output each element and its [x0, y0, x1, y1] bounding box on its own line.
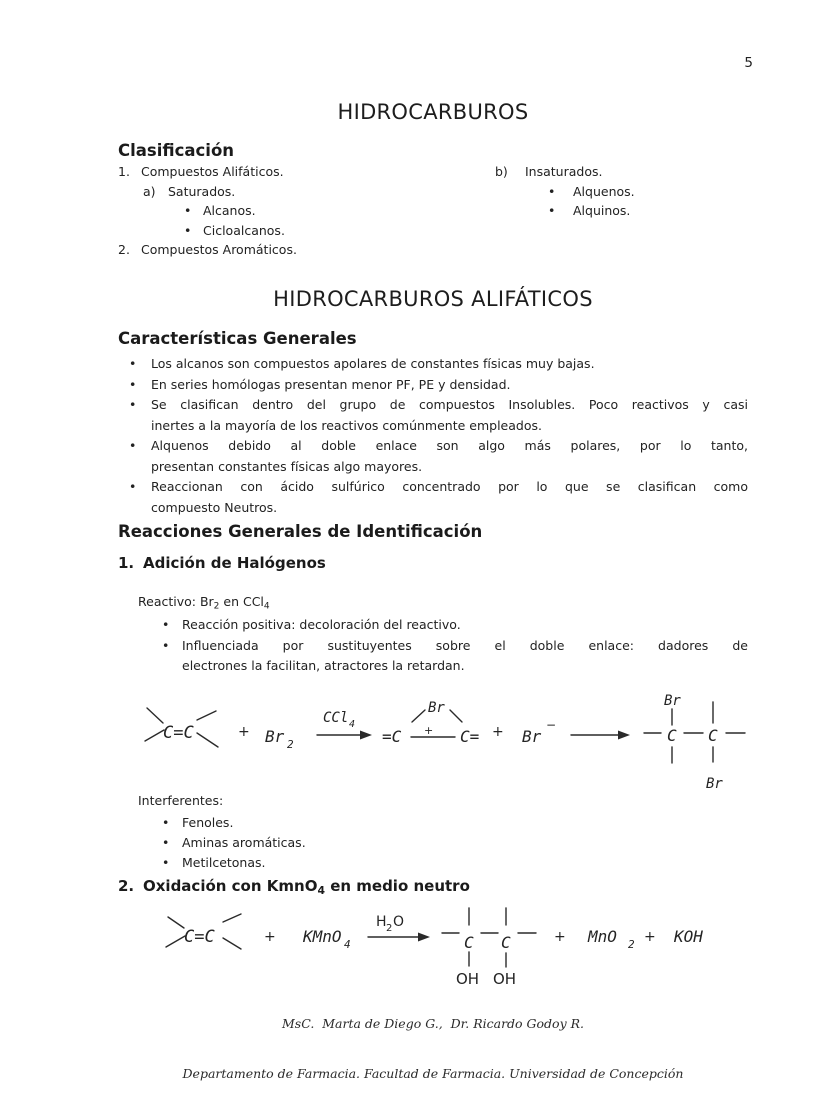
plus-sign: +	[264, 929, 276, 945]
plus-sign: +	[238, 724, 250, 740]
heading-text: Oxidación con KmnO	[143, 877, 318, 895]
list-item	[129, 436, 748, 477]
subscript: 2	[213, 601, 220, 612]
intermediate-right-label: C=	[460, 727, 480, 746]
page-number: 5	[744, 55, 753, 71]
heading-label: Adición de Halógenos	[143, 554, 326, 572]
item-marker: 2.	[118, 242, 130, 257]
svg-text:Br: Br	[265, 727, 285, 746]
br-bottom-label: Br	[706, 776, 723, 792]
item-text: Insaturados.	[525, 164, 603, 179]
bullet-text: Reaccionan con ácido sulfúrico concentrado por lo que se clasifican como compuesto Neutros.	[151, 479, 748, 515]
bullet-icon: •	[162, 617, 170, 632]
aliphatic-title: HIDROCARBUROS ALIFÁTICOS	[273, 287, 593, 311]
list-item	[129, 375, 748, 396]
adicion-bullet-list	[162, 615, 748, 677]
carbon-label: C	[667, 726, 677, 745]
interferentes-list	[162, 813, 562, 873]
list-item	[118, 182, 297, 202]
item-text: Compuestos Alifáticos.	[141, 164, 284, 179]
reaction1-diagram	[0, 685, 828, 797]
list-item	[495, 182, 635, 202]
br-top-label: Br	[664, 693, 681, 709]
list-item	[495, 201, 635, 221]
bullet-text: Alquenos debido al doble enlace son algo más polares, por lo tanto, presentan constantes físicas algo mayores.	[151, 438, 748, 474]
svg-text:KMnO: KMnO	[303, 927, 342, 946]
kmno4-label	[302, 927, 351, 951]
mno2-label	[587, 927, 635, 951]
list-item	[129, 354, 748, 375]
bullet-icon: •	[184, 203, 192, 218]
list-item	[162, 636, 748, 677]
superscript-minus: −	[546, 718, 557, 732]
dibromide-product	[644, 693, 745, 792]
plus-sign: +	[554, 929, 566, 945]
heading-text: en medio neutro	[324, 877, 470, 895]
list-item	[162, 813, 562, 833]
bullet-icon: •	[548, 183, 556, 199]
h2o-label: H	[376, 914, 387, 930]
footer-authors: MsC. Marta de Diego G., Dr. Ricardo Godoy R.	[281, 1016, 585, 1031]
svg-text:MnO: MnO	[588, 927, 617, 946]
bullet-icon: •	[162, 637, 170, 653]
alkene-label: C=C	[184, 927, 215, 947]
alkene-label: C=C	[163, 723, 194, 743]
bullet-icon: •	[162, 835, 170, 850]
interferentes-label: Interferentes:	[138, 793, 224, 808]
reaction2-diagram	[0, 900, 828, 992]
bullet-icon: •	[548, 203, 556, 218]
caracteristicas-heading: Características Generales	[118, 329, 357, 348]
reactivo-text: en CCl	[219, 594, 264, 609]
carbon-label: C	[501, 933, 511, 952]
item-text: Saturados.	[168, 183, 236, 199]
heading-label	[143, 877, 470, 897]
item-marker: a)	[143, 183, 156, 199]
item-text: Compuestos Aromáticos.	[141, 242, 297, 257]
subscript: 2	[287, 738, 294, 751]
bromide-anion	[522, 718, 556, 746]
alkene-structure	[145, 708, 218, 747]
reactivo-line	[138, 594, 270, 612]
list-item	[162, 853, 562, 873]
caracteristicas-list	[129, 354, 748, 518]
reaction-arrow	[368, 914, 430, 942]
reaction-arrow	[317, 710, 372, 740]
svg-text:Br: Br	[522, 727, 542, 746]
bullet-icon: •	[184, 222, 192, 238]
list-item	[118, 240, 297, 260]
plus-sign: +	[644, 929, 656, 945]
bullet-icon: •	[129, 438, 137, 453]
bullet-text: Reacción positiva: decoloración del reactivo.	[182, 617, 461, 632]
bullet-icon: •	[162, 855, 170, 870]
plus-sign: +	[492, 724, 504, 740]
adicion-heading	[118, 554, 326, 572]
bullet-icon: •	[129, 397, 137, 412]
heading-number: 1.	[118, 554, 135, 572]
koh-label: KOH	[674, 927, 703, 946]
list-item	[129, 395, 748, 436]
subscript: 4	[349, 719, 356, 730]
bullet-text: En series homólogas presentan menor PF, PE y densidad.	[151, 376, 511, 392]
oh-label: OH	[493, 970, 517, 988]
bullet-icon: •	[129, 356, 137, 371]
main-title: HIDROCARBUROS	[337, 100, 529, 124]
alkene-structure	[166, 914, 241, 949]
bullet-icon: •	[162, 815, 170, 830]
reactivo-text: Reactivo: Br	[138, 594, 214, 609]
item-text: Alquenos.	[573, 183, 635, 199]
list-item	[118, 162, 297, 182]
reacciones-heading: Reacciones Generales de Identificación	[118, 522, 483, 541]
intermediate-left-label: =C	[382, 727, 402, 746]
bullet-text: Los alcanos son compuestos apolares de constantes físicas muy bajas.	[151, 356, 595, 371]
br2-label	[265, 727, 294, 751]
classification-heading: Clasificación	[118, 141, 235, 160]
carbon-label: C	[464, 933, 474, 952]
subscript: 2	[386, 923, 393, 934]
subscript: 4	[317, 884, 325, 898]
item-text: Cicloalcanos.	[203, 222, 285, 238]
list-item	[118, 201, 297, 221]
list-item	[495, 162, 635, 182]
footer	[118, 983, 748, 1115]
bullet-icon: •	[129, 479, 137, 494]
classification-list-right	[495, 162, 635, 221]
bullet-text: Se clasifican dentro del grupo de compuestos Insolubles. Poco reactivos y casi inertes a la mayoría de los reactivos comúnmente empleados.	[151, 397, 748, 433]
item-marker: b)	[495, 164, 508, 179]
list-item	[162, 833, 562, 853]
footer-department: Departamento de Farmacia. Facultad de Farmacia. Universidad de Concepción	[182, 1065, 684, 1081]
item-text: Fenoles.	[182, 815, 234, 830]
classification-list-left	[118, 162, 297, 260]
subscript: 4	[344, 938, 351, 951]
item-text: Alquinos.	[573, 203, 631, 218]
item-text: Alcanos.	[203, 203, 256, 218]
plus-charge: +	[424, 724, 434, 737]
item-text: Aminas aromáticas.	[182, 835, 306, 850]
list-item	[118, 221, 297, 241]
item-text: Metilcetonas.	[182, 855, 266, 870]
oxidacion-heading	[118, 877, 470, 897]
subscript: 4	[263, 601, 270, 612]
item-marker: 1.	[118, 164, 130, 179]
diol-product	[442, 908, 536, 988]
h2o-label: O	[393, 914, 405, 930]
bullet-text: Influenciada por sustituyentes sobre el doble enlace: dadores de electrones la facilitan, atractores la retardan.	[182, 637, 748, 673]
oh-label: OH	[456, 970, 480, 988]
list-item	[129, 477, 748, 518]
subscript: 2	[628, 938, 635, 951]
list-item	[162, 615, 748, 636]
carbon-label: C	[708, 726, 718, 745]
ccl4-label: CCl	[323, 710, 349, 726]
reaction-arrow	[571, 731, 630, 740]
bullet-icon: •	[129, 376, 137, 392]
bromonium-intermediate	[382, 700, 479, 746]
heading-number: 2.	[118, 877, 135, 895]
bridge-br-label: Br	[428, 700, 445, 716]
